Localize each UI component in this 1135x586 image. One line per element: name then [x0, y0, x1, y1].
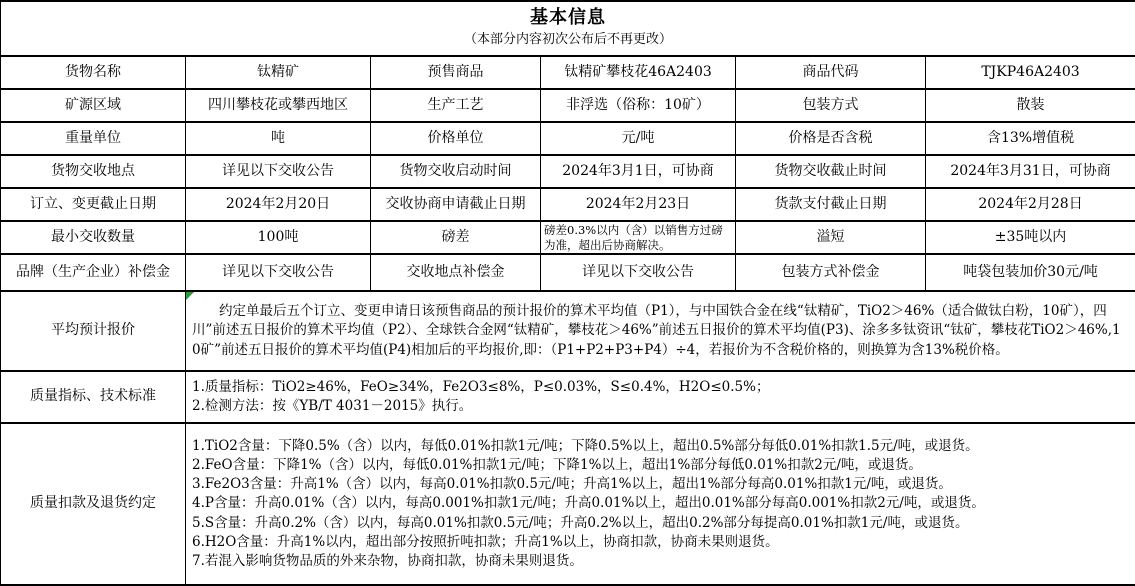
delivery-location-value: 详见以下交收公告 [186, 155, 371, 188]
brand-compensation-label: 品牌（生产企业）补偿金 [1, 254, 186, 291]
quality-deduction-line: 3.Fe2O3含量：升高1%（含）以内，每高0.01%扣款0.5元/吨；升高1%以上，超出1%部分每高0.01%扣款1元/吨，或退货。 [192, 475, 1127, 494]
cell-error-flag-icon [186, 292, 194, 300]
cargo-name-value: 钛精矿 [186, 56, 371, 89]
delivery-start-time-value: 2024年3月1日，可协商 [541, 155, 736, 188]
presale-product-label: 预售商品 [371, 56, 541, 89]
quality-deduction-value [186, 423, 1135, 585]
quality-standard-value [186, 371, 1135, 423]
product-code-value: TJKP46A2403 [926, 56, 1135, 89]
quality-deduction-line: 5.S含量：升高0.2%（含）以内，每高0.01%扣款0.5元/吨；升高0.2%以上，超出0.2%部分每提高0.01%扣款1元/吨，或退货。 [192, 514, 1127, 533]
production-process-label: 生产工艺 [371, 89, 541, 122]
ore-source-region-label: 矿源区域 [1, 89, 186, 122]
quality-standard-line: 2.检测方法：按《YB/T 4031－2015》执行。 [192, 397, 1127, 416]
quality-deduction-line: 6.H2O含量：升高1%以内，超出部分按照折吨扣款；升高1%以上，协商扣款，协商未果则退货。 [192, 533, 1127, 552]
price-tax-included-value: 含13%增值税 [926, 122, 1135, 155]
page-title: 基本信息 [1, 7, 1135, 30]
delivery-end-time-label: 货物交收截止时间 [736, 155, 926, 188]
delivery-negotiation-deadline-label: 交收协商申请截止日期 [371, 188, 541, 221]
overflow-shortage-value: ±35吨以内 [926, 221, 1135, 254]
delivery-start-time-label: 货物交收启动时间 [371, 155, 541, 188]
delivery-negotiation-deadline-value: 2024年2月23日 [541, 188, 736, 221]
delivery-end-time-value: 2024年3月31日，可协商 [926, 155, 1135, 188]
quality-deduction-label: 质量扣款及退货约定 [1, 423, 186, 585]
min-delivery-quantity-label: 最小交收数量 [1, 221, 186, 254]
cargo-name-label: 货物名称 [1, 56, 186, 89]
presale-product-value: 钛精矿攀枝花46A2403 [541, 56, 736, 89]
weight-tolerance-value: 磅差0.3%以内（含）以销售方过磅为准，超出后协商解决。 [541, 221, 736, 254]
packaging-compensation-value: 吨袋包装加价30元/吨 [926, 254, 1135, 291]
delivery-location-label: 货物交收地点 [1, 155, 186, 188]
packaging-compensation-label: 包装方式补偿金 [736, 254, 926, 291]
quality-deduction-line: 2.FeO含量：下降1%（含）以内，每低0.01%扣款1元/吨；下降1%以上，超出1%部分每低0.01%扣款2元/吨，或退货。 [192, 456, 1127, 475]
quality-standard-label: 质量指标、技术标准 [1, 371, 186, 423]
average-quote-value [186, 291, 1135, 371]
delivery-location-compensation-label: 交收地点补偿金 [371, 254, 541, 291]
contract-change-deadline-label: 订立、变更截止日期 [1, 188, 186, 221]
quality-standard-line: 1.质量指标：TiO2≥46%，FeO≥34%，Fe2O3≤8%，P≤0.03%，S≤0.4%，H2O≤0.5%； [192, 378, 1127, 397]
weight-unit-value: 吨 [186, 122, 371, 155]
packaging-method-value: 散装 [926, 89, 1135, 122]
contract-change-deadline-value: 2024年2月20日 [186, 188, 371, 221]
delivery-location-compensation-value: 详见以下交收公告 [541, 254, 736, 291]
ore-source-region-value: 四川攀枝花或攀西地区 [186, 89, 371, 122]
production-process-value: 非浮选（俗称：10矿） [541, 89, 736, 122]
weight-unit-label: 重量单位 [1, 122, 186, 155]
page-subtitle: （本部分内容初次公布后不再更改） [1, 32, 1135, 48]
product-code-label: 商品代码 [736, 56, 926, 89]
price-unit-value: 元/吨 [541, 122, 736, 155]
quality-deduction-line: 7.若混入影响货物品质的外来杂物，协商扣款，协商未果则退货。 [192, 552, 1127, 571]
price-tax-included-label: 价格是否含税 [736, 122, 926, 155]
quality-deduction-line: 1.TiO2含量：下降0.5%（含）以内，每低0.01%扣款1元/吨；下降0.5%以上，超出0.5%部分每低0.01%扣款1.5元/吨，或退货。 [192, 437, 1127, 456]
table-header-cell [1, 1, 1135, 56]
packaging-method-label: 包装方式 [736, 89, 926, 122]
average-quote-label: 平均预计报价 [1, 291, 186, 371]
brand-compensation-value: 详见以下交收公告 [186, 254, 371, 291]
overflow-shortage-label: 溢短 [736, 221, 926, 254]
average-quote-text: 约定单最后五个订立、变更申请日该预售商品的预计报价的算术平均值（P1），与中国铁合金在线“钛精矿，TiO2＞46%（适合做钛白粉，10矿），四川”前述五日报价的算术平均值（P2）、全球铁合金网“钛精矿，攀枝花＞46%”前述五日报价的算术平均值(P3)、涂多多钛资讯“钛矿，攀枝花TiO2＞46%,10矿”前述五日报价的算术平均值(P4)相加后的平均报价,即：（P1+P2+P3+P4）÷4，若报价为不含税价格的，则换算为含13%税价格。 [192, 302, 1127, 359]
payment-deadline-label: 货款支付截止日期 [736, 188, 926, 221]
quality-deduction-line: 4.P含量：升高0.01%（含）以内，每高0.001%扣款1元/吨；升高0.01%以上，超出0.01%部分每高0.001%扣款2元/吨，或退货。 [192, 494, 1127, 513]
payment-deadline-value: 2024年2月28日 [926, 188, 1135, 221]
price-unit-label: 价格单位 [371, 122, 541, 155]
min-delivery-quantity-value: 100吨 [186, 221, 371, 254]
weight-tolerance-label: 磅差 [371, 221, 541, 254]
